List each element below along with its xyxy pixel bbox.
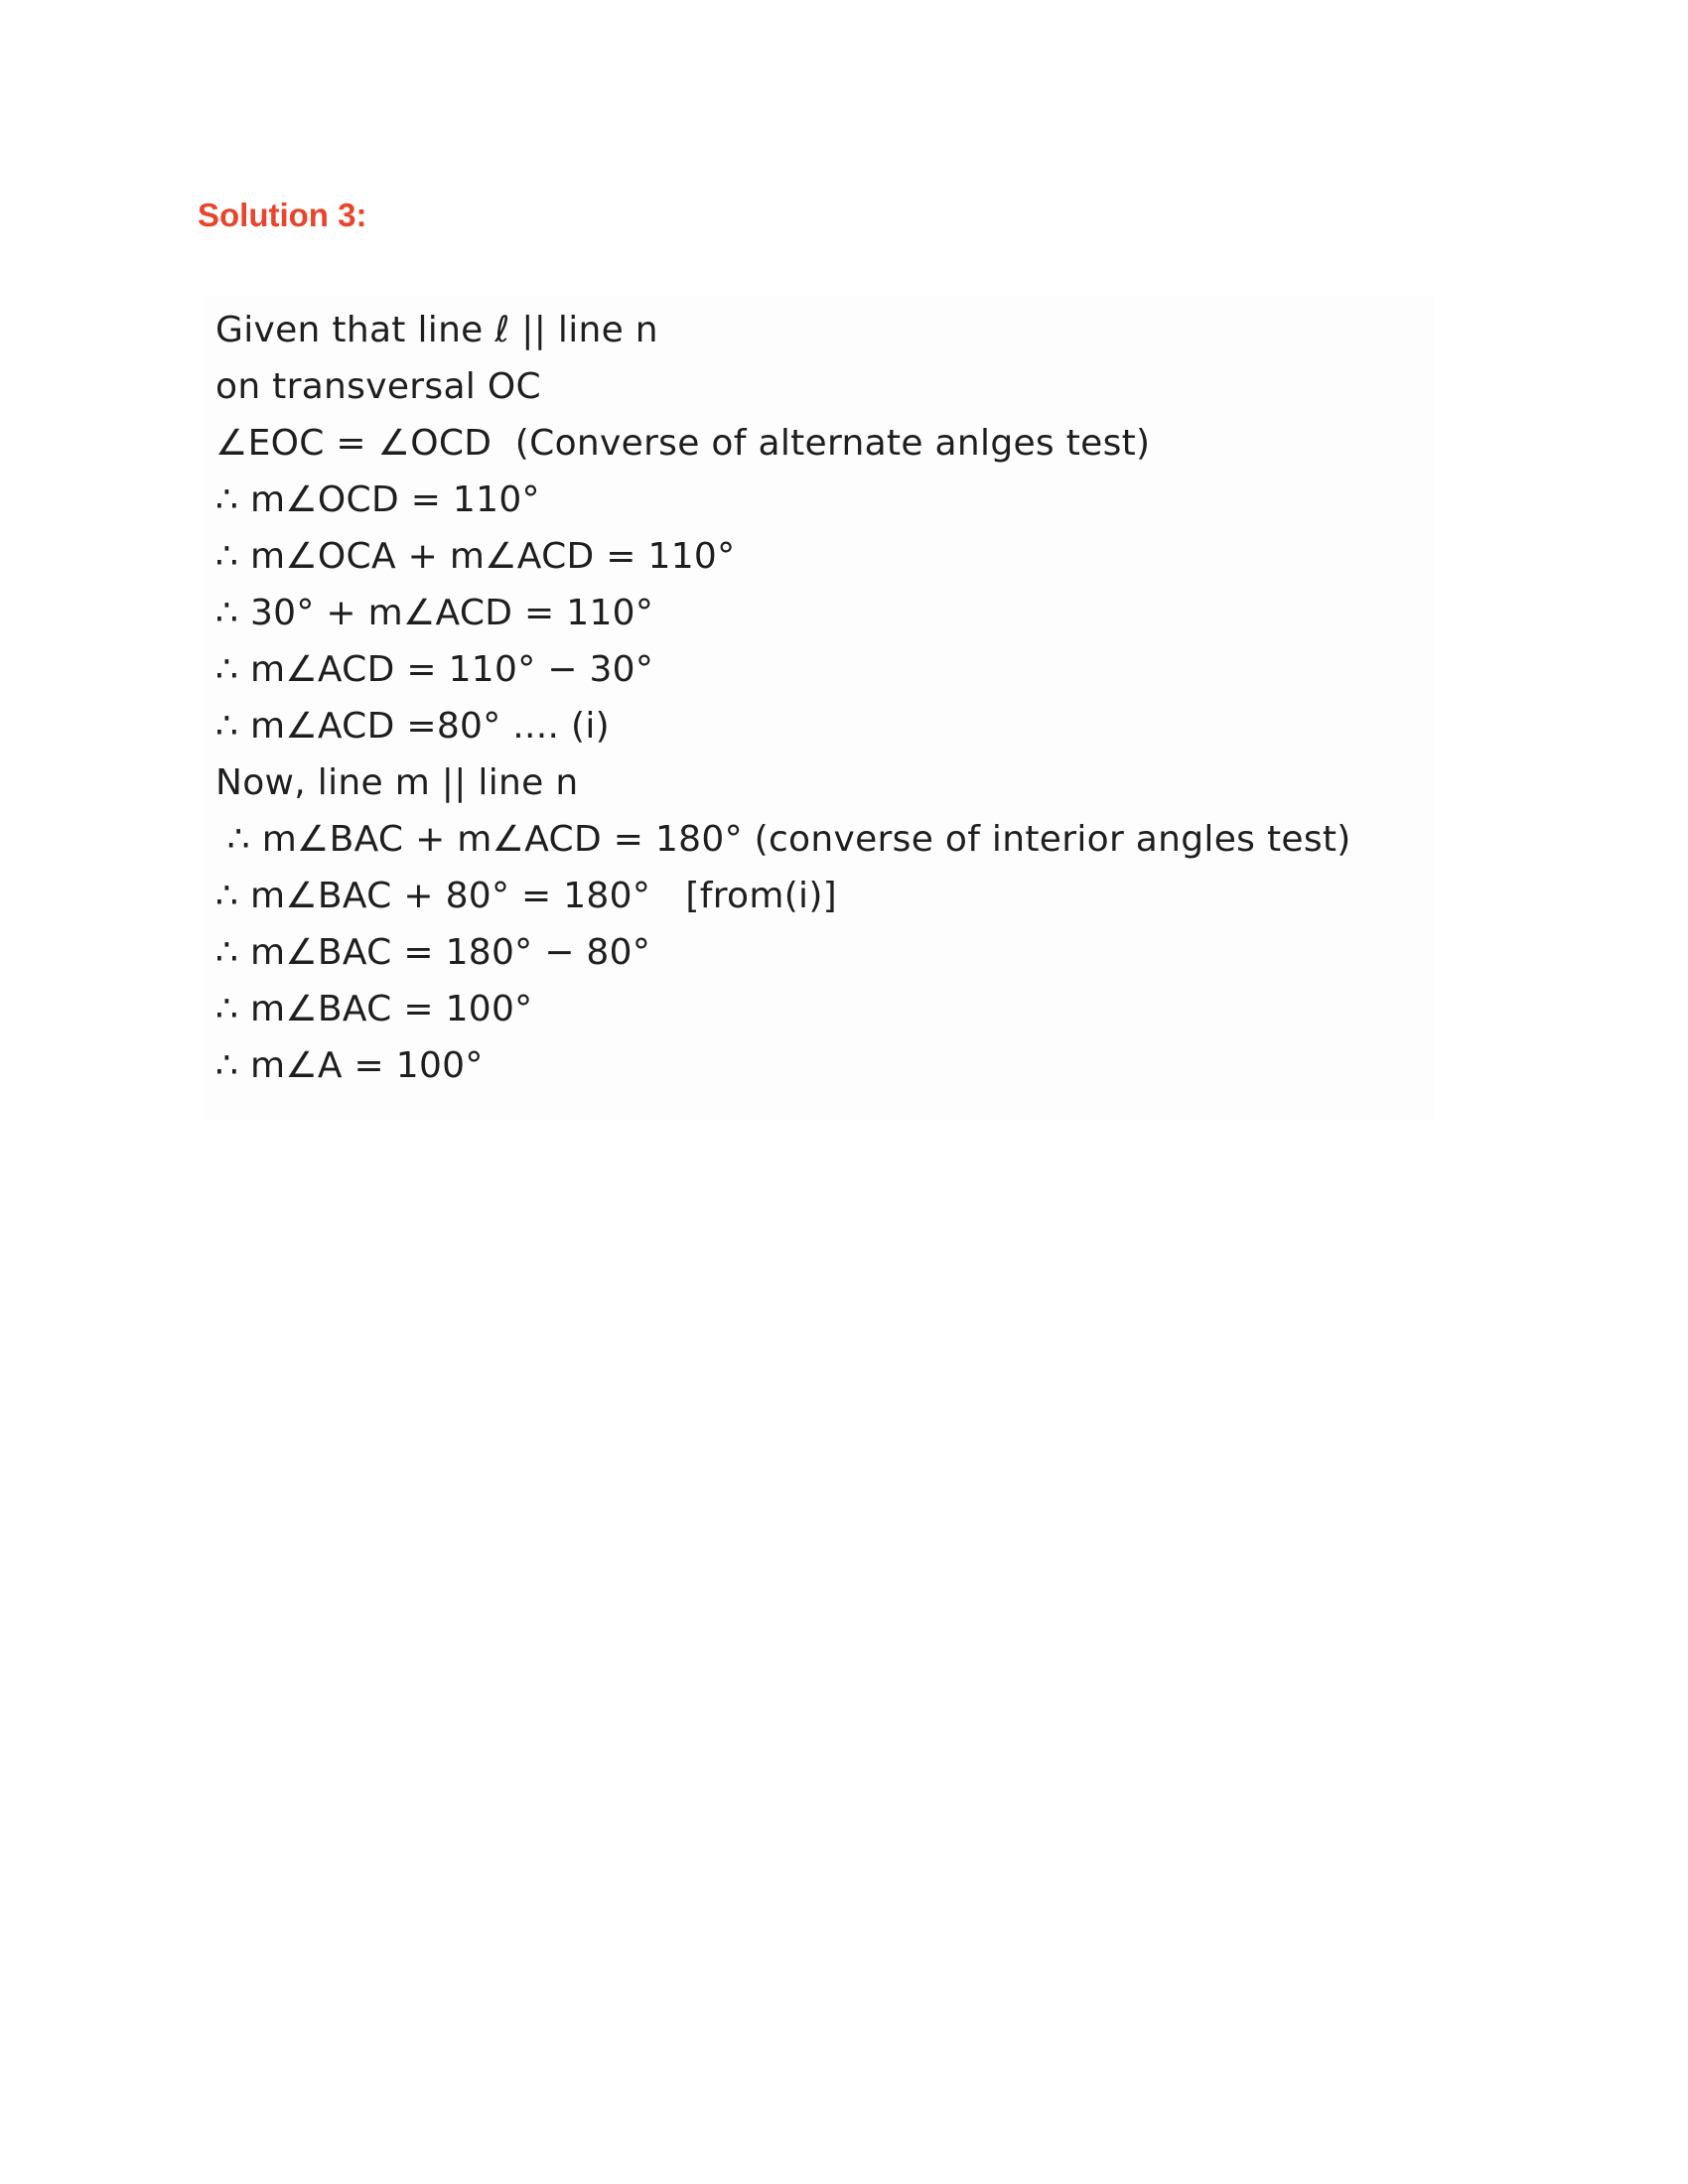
solution-step: ∴ m∠ACD =80° .... (i) (215, 706, 611, 747)
solution-step: ∴ m∠A = 100° (215, 1045, 484, 1086)
solution-step: ∴ m∠OCA + m∠ACD = 110° (215, 536, 736, 577)
solution-step: ∴ m∠BAC + 80° = 180° [from(i)] (215, 876, 838, 916)
solution-step: ∴ m∠OCD = 110° (215, 479, 540, 520)
solution-step: Now, line m || line n (215, 762, 579, 803)
solution-image (204, 296, 1435, 1120)
solution-step: ∴ m∠BAC + m∠ACD = 180° (converse of interior angles test) (215, 819, 1351, 860)
solution-step: Given that line ℓ || line n (215, 310, 658, 350)
solution-step: ∠EOC = ∠OCD (Converse of alternate anlges test) (215, 423, 1151, 464)
solution-step: ∴ m∠ACD = 110° − 30° (215, 649, 654, 690)
solution-step: on transversal OC (215, 366, 541, 407)
solution-step: ∴ m∠BAC = 180° − 80° (215, 932, 651, 973)
solution-step: ∴ m∠BAC = 100° (215, 989, 533, 1029)
solution-step: ∴ 30° + m∠ACD = 110° (215, 593, 654, 633)
solution-heading: Solution 3: (198, 197, 367, 233)
solution-steps (215, 302, 1351, 1094)
